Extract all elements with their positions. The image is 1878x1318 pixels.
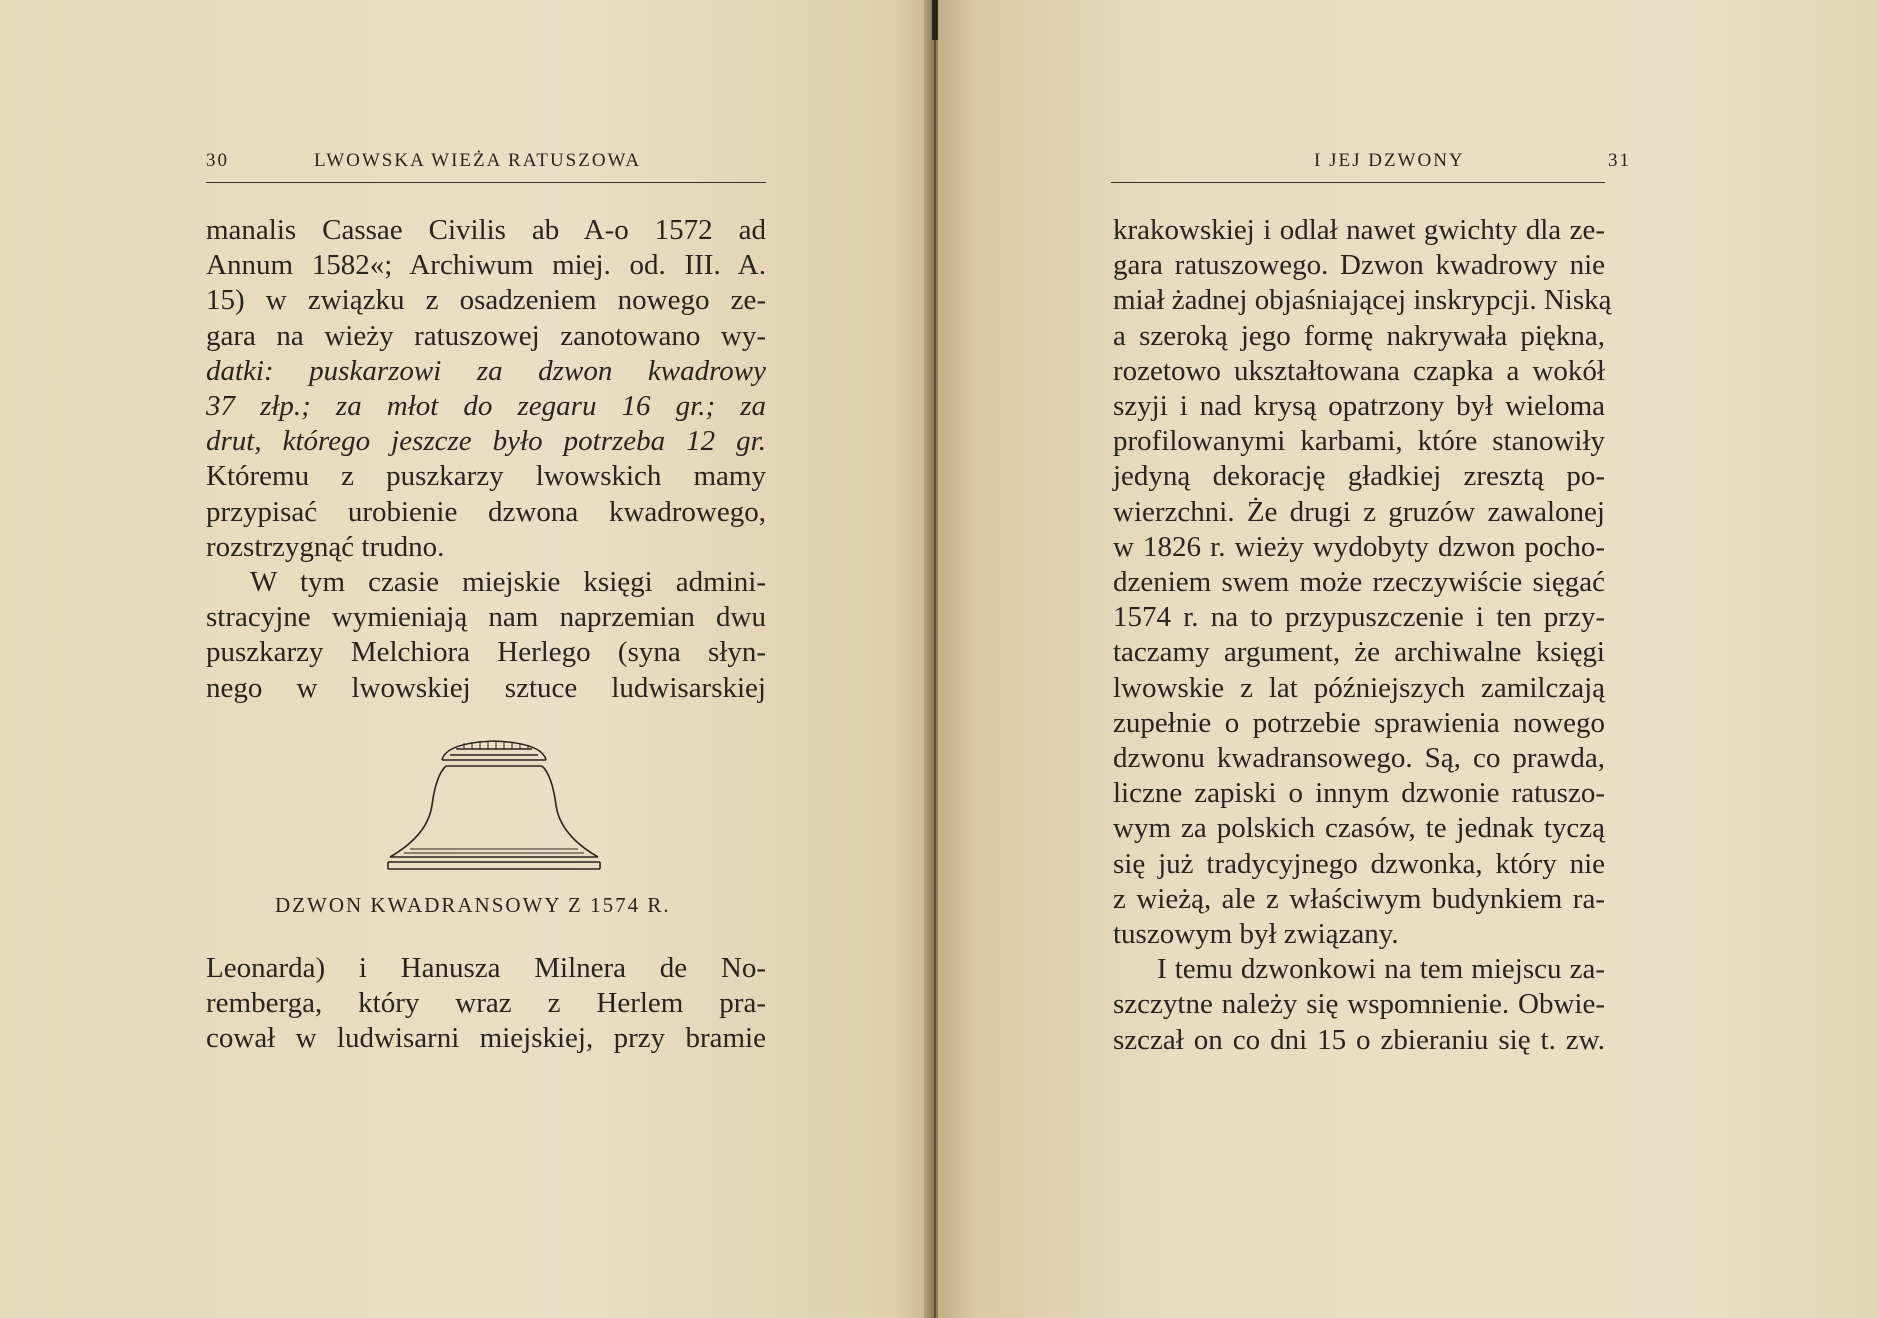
left-page (0, 0, 930, 1318)
text-line: dzeniem swem może rzeczywiście sięgać (1113, 566, 1605, 599)
text-line: taczamy argument, że archiwalne księgi (1113, 636, 1605, 669)
text-line: krakowskiej i odlał nawet gwichty dla ze- (1113, 214, 1605, 246)
text-line: wierzchni. Że drugi z gruzów zawalonej (1113, 495, 1605, 528)
text-line: datki: puskarzowi za dzwon kwadrowy (206, 354, 766, 387)
text-line: a szeroką jego formę nakrywała piękna, (1113, 319, 1605, 352)
text-line: szyji i nad krysą opatrzony był wieloma (1113, 390, 1605, 423)
text-line: profilowanymi karbami, które stanowiły (1113, 425, 1605, 458)
text-line: W tym czasie miejskie księgi admini- (250, 566, 766, 599)
text-line: remberga, który wraz z Herlem pra- (206, 987, 766, 1020)
text-line: Któremu z puszkarzy lwowskich mamy (206, 460, 766, 493)
text-line: manalis Cassae Civilis ab A-o 1572 ad (206, 214, 766, 246)
text-line: jedyną dekorację gładkiej zresztą po- (1113, 460, 1605, 493)
left-running-head: LWOWSKA WIEŻA RATUSZOWA (314, 150, 642, 171)
bell-illustration (384, 735, 604, 875)
text-line: w 1826 r. wieży wydobyty dzwon pocho- (1113, 530, 1605, 563)
text-line: puszkarzy Melchiora Herlego (syna słyn- (206, 636, 766, 669)
figure-caption: DZWON KWADRANSOWY Z 1574 R. (275, 893, 671, 917)
text-line: szczytne należy się wspomnienie. Obwie- (1113, 988, 1605, 1021)
text-line: 37 złp.; za młot do zegaru 16 gr.; za (206, 390, 766, 423)
left-page-number: 30 (206, 150, 229, 171)
text-line: lwowskie z lat późniejszych zamilczają (1113, 671, 1605, 704)
text-line: rozstrzygnąć trudno. (206, 530, 445, 563)
text-line: liczne zapiski o innym dzwonie ratuszo- (1113, 777, 1605, 810)
text-line: z wieżą, ale z właściwym budynkiem ra- (1113, 882, 1605, 915)
text-line: gara ratuszowego. Dzwon kwadrowy nie (1113, 249, 1605, 282)
left-header-rule (206, 182, 766, 183)
right-page (938, 0, 1878, 1318)
text-line: tuszowym był związany. (1113, 918, 1399, 951)
text-line: drut, którego jeszcze było potrzeba 12 gr. (206, 425, 766, 458)
text-line: nego w lwowskiej sztuce ludwisarskiej (206, 671, 766, 704)
text-line: wym za polskich czasów, te jednak tyczą (1113, 812, 1605, 845)
text-line: zupełnie o potrzebie sprawienia nowego (1113, 706, 1605, 739)
right-text-block (1113, 213, 1612, 1058)
text-line: dzwonu kwadransowego. Są, co prawda, (1113, 742, 1605, 775)
right-header-rule (1111, 182, 1605, 183)
left-text-block-top (206, 213, 766, 706)
text-line: 1574 r. na to przypuszczenie i ten przy- (1113, 601, 1605, 634)
left-text-block-bottom (206, 951, 766, 1057)
right-page-number: 31 (1608, 150, 1631, 171)
text-line: przypisać urobienie dzwona kwadrowego, (206, 495, 766, 528)
text-line: Annum 1582«; Archiwum miej. od. III. A. (206, 249, 766, 282)
text-line: Leonarda) i Hanusza Milnera de No- (206, 952, 766, 984)
text-line: szczał on co dni 15 o zbieraniu się t. zw. (1113, 1023, 1605, 1056)
text-line: 15) w związku z osadzeniem nowego ze- (206, 284, 766, 317)
text-line: miał żadnej objaśniającej inskrypcji. Niską (1113, 284, 1612, 317)
text-line: się już tradycyjnego dzwonka, który nie (1113, 847, 1605, 880)
text-line: cował w ludwisarni miejskiej, przy bramie (206, 1022, 766, 1055)
text-line: gara na wieży ratuszowej zanotowano wy- (206, 319, 766, 352)
right-running-head: I JEJ DZWONY (1314, 150, 1465, 171)
text-line: I temu dzwonkowi na tem miejscu za- (1157, 953, 1605, 986)
text-line: rozetowo ukształtowana czapka a wokół (1113, 354, 1605, 387)
text-line: stracyjne wymieniają nam naprzemian dwu (206, 601, 766, 634)
